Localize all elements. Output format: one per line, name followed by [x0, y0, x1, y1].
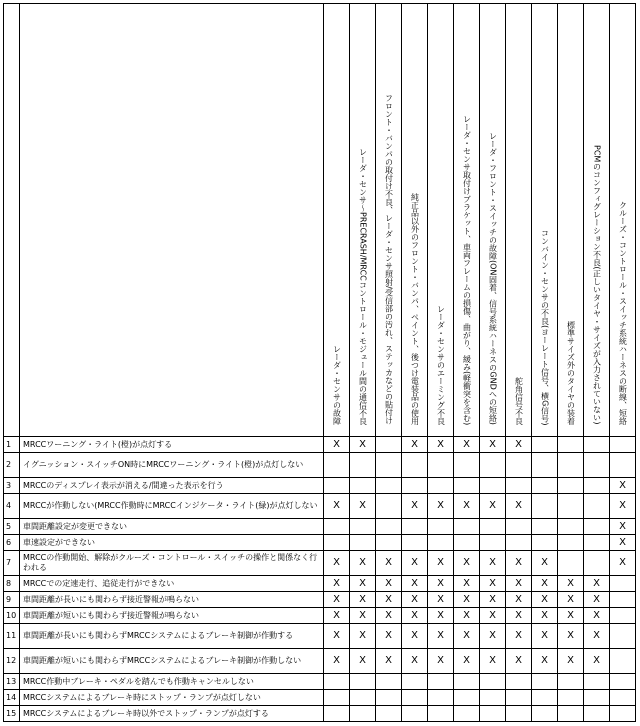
cause-mark — [454, 535, 480, 551]
cause-label: コンバイン・センサの不良(ヨーレート信号、横G信号) — [540, 228, 550, 425]
symptom-text: 車間距離設定が変更できない — [20, 519, 324, 535]
cause-mark — [428, 535, 454, 551]
table-row — [4, 624, 636, 649]
cause-mark: X — [376, 608, 402, 624]
symptom-text: MRCCシステムによるブレーキ時以外でストップ・ランプが点灯する — [20, 706, 324, 722]
cause-mark: X — [610, 535, 636, 551]
cause-mark: X — [532, 649, 558, 674]
cause-mark — [506, 453, 532, 478]
cause-mark: X — [480, 608, 506, 624]
cause-mark — [428, 674, 454, 690]
symptom-text: 車間距離が長いにも関わらず接近警報が鳴らない — [20, 592, 324, 608]
cause-label: 純正品以外のフロント・バンパ、ペイント、後つけ電装品の使用 — [410, 193, 420, 425]
cause-mark: X — [480, 592, 506, 608]
cause-mark: X — [584, 592, 610, 608]
cause-mark — [610, 706, 636, 722]
cause-mark — [324, 453, 350, 478]
cause-label: レーダ・センサ〜PRECRASH/MRCCコントロール・モジュール間の通信不良 — [358, 148, 368, 425]
cause-mark: X — [506, 649, 532, 674]
cause-mark — [402, 453, 428, 478]
cause-mark: X — [480, 649, 506, 674]
cause-mark: X — [480, 494, 506, 519]
cause-mark — [454, 690, 480, 706]
row-number: 8 — [4, 576, 20, 592]
cause-mark: X — [402, 624, 428, 649]
cause-mark: X — [428, 592, 454, 608]
cause-mark — [610, 608, 636, 624]
table-row — [4, 535, 636, 551]
cause-mark: X — [428, 649, 454, 674]
cause-mark — [610, 437, 636, 453]
cause-label: レーダ・センサの故障 — [332, 345, 342, 425]
cause-mark: X — [402, 551, 428, 576]
cause-mark: X — [402, 437, 428, 453]
cause-mark: X — [584, 608, 610, 624]
row-number: 13 — [4, 674, 20, 690]
cause-header — [402, 4, 428, 437]
cause-mark — [506, 535, 532, 551]
cause-mark: X — [506, 576, 532, 592]
cause-mark — [532, 494, 558, 519]
cause-mark — [428, 478, 454, 494]
cause-mark: X — [532, 608, 558, 624]
cause-mark: X — [584, 649, 610, 674]
header-corner-symptom — [20, 4, 324, 437]
cause-mark — [584, 706, 610, 722]
cause-mark: X — [506, 551, 532, 576]
cause-mark — [584, 535, 610, 551]
cause-mark: X — [376, 576, 402, 592]
cause-mark: X — [402, 494, 428, 519]
cause-mark: X — [558, 624, 584, 649]
row-number: 14 — [4, 690, 20, 706]
table-row — [4, 649, 636, 674]
cause-mark — [610, 576, 636, 592]
cause-header — [350, 4, 376, 437]
cause-mark: X — [350, 649, 376, 674]
cause-mark — [454, 674, 480, 690]
cause-mark: X — [454, 608, 480, 624]
symptom-text: MRCCでの定速走行、追従走行ができない — [20, 576, 324, 592]
cause-label: レーダ・センサのエーミング不良 — [436, 305, 446, 425]
row-number: 9 — [4, 592, 20, 608]
cause-mark — [610, 453, 636, 478]
row-number: 5 — [4, 519, 20, 535]
cause-mark: X — [402, 608, 428, 624]
symptom-text: イグニッション・スイッチON時にMRCCワーニング・ライト(橙)が点灯しない — [20, 453, 324, 478]
cause-mark: X — [428, 624, 454, 649]
cause-mark: X — [454, 494, 480, 519]
cause-mark: X — [324, 437, 350, 453]
cause-mark — [350, 478, 376, 494]
cause-label: フロント・バンパの取付け不良、レーダ・センサ照射/受信部の汚れ、ステッカなどの貼付け — [384, 94, 394, 425]
cause-mark — [350, 690, 376, 706]
cause-mark — [402, 690, 428, 706]
cause-mark — [532, 706, 558, 722]
cause-mark: X — [324, 551, 350, 576]
symptom-text: MRCCワーニング・ライト(橙)が点灯する — [20, 437, 324, 453]
cause-mark: X — [584, 624, 610, 649]
cause-mark: X — [402, 576, 428, 592]
cause-mark — [402, 478, 428, 494]
cause-header — [610, 4, 636, 437]
cause-mark — [428, 453, 454, 478]
table-row — [4, 674, 636, 690]
cause-mark — [558, 674, 584, 690]
cause-mark — [532, 690, 558, 706]
cause-label: 舵角信号不良 — [514, 377, 524, 425]
cause-mark — [506, 674, 532, 690]
symptom-text: 車速設定ができない — [20, 535, 324, 551]
cause-header — [454, 4, 480, 437]
row-number: 7 — [4, 551, 20, 576]
cause-mark: X — [324, 649, 350, 674]
row-number: 10 — [4, 608, 20, 624]
cause-mark — [506, 706, 532, 722]
diagnosis-matrix — [3, 3, 636, 722]
cause-mark: X — [454, 649, 480, 674]
cause-mark: X — [454, 551, 480, 576]
cause-mark — [532, 535, 558, 551]
cause-mark: X — [454, 576, 480, 592]
cause-mark: X — [584, 576, 610, 592]
cause-mark — [584, 478, 610, 494]
cause-mark — [376, 519, 402, 535]
cause-mark: X — [350, 494, 376, 519]
cause-mark: X — [506, 624, 532, 649]
cause-mark — [584, 453, 610, 478]
cause-label: 標準サイズ外のタイヤの装着 — [566, 321, 576, 425]
cause-mark — [428, 706, 454, 722]
cause-mark — [532, 437, 558, 453]
table-row — [4, 608, 636, 624]
cause-mark — [480, 478, 506, 494]
cause-mark: X — [428, 551, 454, 576]
symptom-text: 車間距離が長いにも関わらずMRCCシステムによるブレーキ制御が作動する — [20, 624, 324, 649]
cause-mark — [558, 551, 584, 576]
symptom-cause-table — [3, 3, 636, 722]
cause-mark — [376, 535, 402, 551]
cause-mark — [480, 453, 506, 478]
cause-mark: X — [558, 649, 584, 674]
cause-mark — [610, 592, 636, 608]
row-number: 6 — [4, 535, 20, 551]
cause-mark: X — [376, 551, 402, 576]
symptom-text: MRCC作動中ブレーキ・ペダルを踏んでも作動キャンセルしない — [20, 674, 324, 690]
cause-mark: X — [532, 576, 558, 592]
cause-mark — [324, 690, 350, 706]
cause-mark — [610, 649, 636, 674]
cause-mark — [324, 706, 350, 722]
cause-mark — [480, 706, 506, 722]
cause-mark: X — [558, 608, 584, 624]
cause-mark: X — [350, 624, 376, 649]
symptom-text: 車間距離が短いにも関わらずMRCCシステムによるブレーキ制御が作動しない — [20, 649, 324, 674]
cause-mark — [376, 437, 402, 453]
cause-mark — [376, 478, 402, 494]
cause-mark — [584, 494, 610, 519]
cause-mark — [324, 674, 350, 690]
table-row — [4, 519, 636, 535]
cause-mark — [532, 478, 558, 494]
symptom-text: MRCCの作動開始、解除がクルーズ・コントロール・スイッチの操作と関係なく行われる — [20, 551, 324, 576]
table-row — [4, 690, 636, 706]
cause-mark — [584, 437, 610, 453]
table-row — [4, 478, 636, 494]
cause-mark — [480, 674, 506, 690]
cause-mark — [610, 624, 636, 649]
cause-mark: X — [532, 551, 558, 576]
cause-mark: X — [350, 551, 376, 576]
row-number: 11 — [4, 624, 20, 649]
cause-mark: X — [428, 576, 454, 592]
cause-mark: X — [324, 494, 350, 519]
cause-mark — [402, 706, 428, 722]
cause-mark: X — [350, 608, 376, 624]
symptom-text: MRCCのディスプレイ表示が消える/間違った表示を行う — [20, 478, 324, 494]
cause-header — [376, 4, 402, 437]
cause-mark: X — [350, 576, 376, 592]
cause-mark: X — [506, 608, 532, 624]
cause-mark — [532, 453, 558, 478]
cause-mark — [506, 519, 532, 535]
cause-mark — [324, 519, 350, 535]
cause-mark — [324, 478, 350, 494]
cause-mark — [558, 494, 584, 519]
cause-mark: X — [610, 494, 636, 519]
cause-mark: X — [558, 592, 584, 608]
cause-mark: X — [402, 649, 428, 674]
cause-mark: X — [350, 592, 376, 608]
cause-mark — [376, 453, 402, 478]
cause-mark — [350, 706, 376, 722]
table-row — [4, 551, 636, 576]
table-row — [4, 437, 636, 453]
cause-mark — [584, 690, 610, 706]
symptom-text: MRCCシステムによるブレーキ時にストップ・ランプが点灯しない — [20, 690, 324, 706]
header-row — [4, 4, 636, 437]
cause-mark: X — [454, 592, 480, 608]
row-number: 15 — [4, 706, 20, 722]
cause-mark: X — [558, 576, 584, 592]
row-number: 2 — [4, 453, 20, 478]
cause-header — [428, 4, 454, 437]
cause-label: クルーズ・コントロール・スイッチ系統ハーネスの断線、短絡 — [618, 201, 628, 425]
table-row — [4, 576, 636, 592]
row-number: 4 — [4, 494, 20, 519]
symptom-text: 車間距離が短いにも関わらず接近警報が鳴らない — [20, 608, 324, 624]
cause-mark — [558, 535, 584, 551]
cause-mark: X — [506, 592, 532, 608]
cause-mark — [480, 690, 506, 706]
cause-mark — [558, 453, 584, 478]
cause-mark — [428, 690, 454, 706]
cause-mark — [558, 437, 584, 453]
cause-mark — [558, 478, 584, 494]
cause-mark — [324, 535, 350, 551]
cause-mark — [402, 519, 428, 535]
cause-header — [584, 4, 610, 437]
cause-mark — [558, 690, 584, 706]
cause-mark — [350, 674, 376, 690]
cause-mark — [454, 478, 480, 494]
cause-mark — [402, 674, 428, 690]
cause-mark: X — [350, 437, 376, 453]
cause-mark: X — [324, 624, 350, 649]
cause-mark: X — [428, 437, 454, 453]
cause-mark — [532, 674, 558, 690]
cause-mark: X — [532, 624, 558, 649]
cause-header — [324, 4, 350, 437]
cause-mark: X — [454, 624, 480, 649]
table-row — [4, 706, 636, 722]
cause-mark — [610, 690, 636, 706]
cause-mark — [454, 706, 480, 722]
cause-mark — [376, 690, 402, 706]
cause-mark: X — [428, 608, 454, 624]
cause-header — [480, 4, 506, 437]
cause-mark: X — [506, 437, 532, 453]
cause-mark: X — [480, 437, 506, 453]
cause-mark — [480, 535, 506, 551]
cause-mark: X — [454, 437, 480, 453]
cause-mark: X — [506, 494, 532, 519]
cause-mark: X — [480, 551, 506, 576]
cause-mark: X — [610, 551, 636, 576]
cause-header — [532, 4, 558, 437]
cause-mark: X — [480, 624, 506, 649]
cause-mark: X — [376, 624, 402, 649]
cause-mark: X — [610, 478, 636, 494]
table-row — [4, 494, 636, 519]
cause-mark: X — [376, 592, 402, 608]
cause-mark — [428, 519, 454, 535]
cause-mark — [506, 478, 532, 494]
cause-header — [506, 4, 532, 437]
cause-label: レーダ・センサ取付けブラケット、車両フレームの損傷、曲がり、緩み(軽衝突を含む) — [462, 114, 472, 425]
cause-mark — [376, 674, 402, 690]
cause-mark: X — [532, 592, 558, 608]
cause-mark — [558, 519, 584, 535]
cause-mark — [350, 519, 376, 535]
cause-mark: X — [610, 519, 636, 535]
cause-mark — [584, 674, 610, 690]
cause-mark: X — [324, 592, 350, 608]
cause-mark: X — [324, 576, 350, 592]
cause-mark: X — [376, 649, 402, 674]
symptom-text: MRCCが作動しない(MRCC作動時にMRCCインジケータ・ライト(緑)が点灯しない — [20, 494, 324, 519]
table-row — [4, 453, 636, 478]
table-row — [4, 592, 636, 608]
cause-mark: X — [428, 494, 454, 519]
row-number: 3 — [4, 478, 20, 494]
cause-mark — [454, 453, 480, 478]
cause-mark: X — [402, 592, 428, 608]
cause-mark — [402, 535, 428, 551]
cause-header — [558, 4, 584, 437]
cause-mark — [350, 535, 376, 551]
cause-mark — [584, 519, 610, 535]
cause-mark — [584, 551, 610, 576]
cause-mark — [376, 494, 402, 519]
symptom-rows — [4, 437, 636, 722]
cause-mark — [350, 453, 376, 478]
cause-mark — [376, 706, 402, 722]
cause-label: PCMのコンフィグレーション不良(正しいタイヤ・サイズが入力されていない) — [592, 145, 602, 425]
cause-mark — [610, 674, 636, 690]
cause-mark — [558, 706, 584, 722]
row-number: 12 — [4, 649, 20, 674]
cause-mark — [506, 690, 532, 706]
cause-mark — [454, 519, 480, 535]
cause-mark: X — [480, 576, 506, 592]
cause-mark — [480, 519, 506, 535]
row-number: 1 — [4, 437, 20, 453]
cause-mark — [532, 519, 558, 535]
header-corner-no — [4, 4, 20, 437]
cause-label: レーダ・フロント・スイッチの故障(ON固着、信号系統ハーネスのGNDへの短絡) — [488, 132, 498, 425]
cause-mark: X — [324, 608, 350, 624]
